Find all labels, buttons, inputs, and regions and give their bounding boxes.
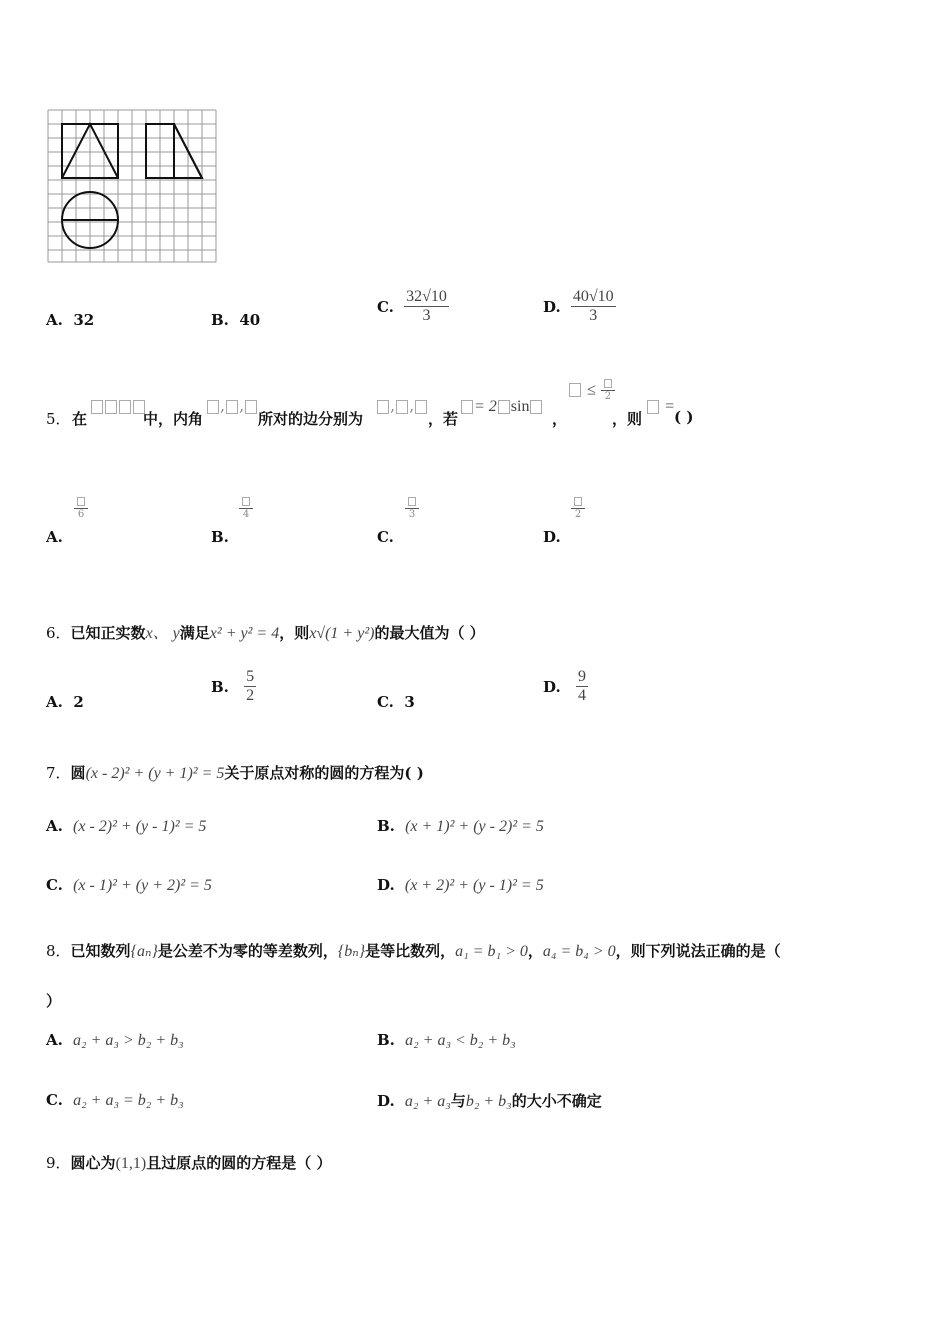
q7-option-b[interactable]: B. (x + 1)² + (y - 2)² = 5 (377, 817, 544, 835)
q4-option-a[interactable]: A. 32 (46, 311, 95, 329)
q8-stem-close: ） (46, 992, 62, 1010)
q4-c-numerator: 32√10 (404, 288, 449, 307)
q6-option-c[interactable]: C. 3 (377, 693, 415, 711)
q5-inequality: ≤ 2 (568, 378, 615, 402)
q4-option-b[interactable]: B. 40 (211, 311, 261, 329)
q7-stem: 7．圆(x - 2)² + (y + 1)² = 5关于原点对称的圆的方程为( ) (46, 764, 424, 782)
q7-option-c[interactable]: C. (x - 1)² + (y + 2)² = 5 (46, 876, 212, 894)
q4-d-numerator: 40√10 (571, 288, 616, 307)
q6-option-d[interactable]: D. $\frac{9}{4}$ (543, 668, 586, 705)
q4-c-denominator: 3 (422, 307, 431, 325)
q4-d-denominator: 3 (589, 307, 598, 325)
q6-option-a[interactable]: A. 2 (46, 693, 84, 711)
q8-option-a[interactable]: A. a₂ + a₃ > b₂ + b₃ (46, 1031, 184, 1049)
q5-missing-glyphs (90, 396, 146, 415)
q9-stem: 9．圆心为(1,1)且过原点的圆的方程是（ ） (46, 1154, 332, 1172)
q6-stem: 6．已知正实数x、 y满足x² + y² = 4，则x√(1 + y²)的最大值为（ ） (46, 624, 485, 642)
q7-option-d[interactable]: D. (x + 2)² + (y - 1)² = 5 (377, 876, 544, 894)
q8-option-b[interactable]: B. a₂ + a₃ < b₂ + b₃ (377, 1031, 516, 1049)
three-view-grid-figure (46, 108, 220, 264)
q6-option-b[interactable]: B. $\frac{5}{2}$ (211, 668, 255, 705)
q8-option-d[interactable]: D. a₂ + a₃与b₂ + b₃的大小不确定 (377, 1092, 602, 1110)
q8-stem: 8．已知数列{aₙ}是公差不为零的等差数列，{bₙ}是等比数列，a₁ = b₁ > 0，a₄ = b₄ > 0，则下列说法正确的是（ (46, 942, 781, 960)
q4-option-c[interactable]: C. $\frac{32√10}{3}$ (377, 288, 447, 325)
q8-option-c[interactable]: C. a₂ + a₃ = b₂ + b₃ (46, 1091, 184, 1109)
q4-option-d[interactable]: D. $\frac{40√10}{3}$ (543, 288, 614, 325)
q7-option-a[interactable]: A. (x - 2)² + (y - 1)² = 5 (46, 817, 207, 835)
